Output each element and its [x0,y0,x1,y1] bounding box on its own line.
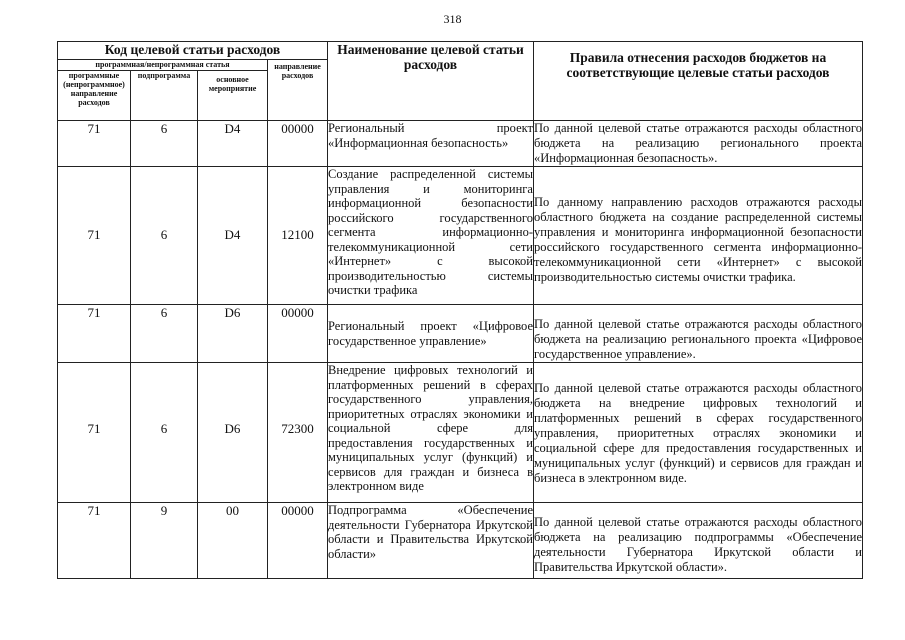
event-code-cell: D6 [198,305,268,363]
budget-classification-table [57,41,863,579]
table-row [58,167,863,305]
code-group-header: Код целевой статьи расходов [58,42,328,60]
event-code-cell: D4 [198,167,268,305]
event-code-cell: D4 [198,121,268,167]
article-name-cell: Подпрограмма «Обеспечение деятельности Губернатора Иркутской области и Правительства Иркутской области» [328,503,534,579]
article-rule-cell: По данному направлению расходов отражаются расходы областного бюджета на создание распределенной системы управления и мониторинга информационной безопасности российского государственного сегмента информационно-телекоммуникационной сети «Интернет» с высокой производительностью системы очистки трафика. [534,167,863,305]
program-code-cell: 71 [58,503,131,579]
table-row [58,503,863,579]
subprogram-code-cell: 6 [131,363,198,503]
article-rule-cell: По данной целевой статье отражаются расходы областного бюджета на реализацию подпрограммы «Обеспечение деятельности Губернатора Иркутской области и Правительства Иркутской области». [534,503,863,579]
direction-code-cell: 00000 [268,503,328,579]
main-event-column-header: основное мероприятие [198,71,268,121]
article-name-cell: Региональный проект «Цифровое государственное управление» [328,305,534,363]
direction-code-cell: 72300 [268,363,328,503]
direction-code-cell: 12100 [268,167,328,305]
event-code-cell: D6 [198,363,268,503]
program-code-cell: 71 [58,121,131,167]
subprogram-code-cell: 6 [131,305,198,363]
direction-column-header: направление расходов [268,60,328,121]
program-code-cell: 71 [58,363,131,503]
direction-code-cell: 00000 [268,121,328,167]
article-name-cell: Внедрение цифровых технологий и платформенных решений в сферах государственного управления, приоритетных отраслях экономики и социальной сфере для предоставления государственных и муниципальных услуг (функций) и сервисов для граждан и бизнеса в электронном виде [328,363,534,503]
event-code-cell: 00 [198,503,268,579]
page-number: 318 [443,12,462,26]
subprogram-code-cell: 9 [131,503,198,579]
subprogram-column-header: подпрограмма [131,71,198,121]
program-group-header: программная/непрограммная статья [58,60,268,71]
article-name-cell: Создание распределенной системы управления и мониторинга информационной безопасности российского государственного сегмента информационно-телекоммуникационной сети «Интернет» с высокой производительностью системы очистки трафика [328,167,534,305]
program-code-cell: 71 [58,167,131,305]
program-code-cell: 71 [58,305,131,363]
subprogram-code-cell: 6 [131,121,198,167]
subprogram-code-cell: 6 [131,167,198,305]
article-rule-cell: По данной целевой статье отражаются расходы областного бюджета на внедрение цифровых технологий и платформенных решений в сферах государственного управления, приоритетных отраслях экономики и социальной сфере для предоставления государственных и муниципальных услуг (функций) и сервисов для граждан и бизнеса в электронном виде. [534,363,863,503]
table-row [58,363,863,503]
table-row [58,121,863,167]
article-rule-cell: По данной целевой статье отражаются расходы областного бюджета на реализацию регионального проекта «Информационная безопасность». [534,121,862,165]
table-row [58,305,863,363]
rules-column-header: Правила отнесения расходов бюджетов на соответствующие целевые статьи расходов [534,42,863,121]
article-rule-cell: По данной целевой статье отражаются расходы областного бюджета на реализацию регионального проекта «Цифровое государственное управление». [534,305,863,363]
name-column-header: Наименование целевой статьи расходов [328,42,534,121]
direction-code-cell: 00000 [268,305,328,363]
article-name-cell: Региональный проект «Информационная безопасность» [328,121,534,167]
program-column-header: программные (непрограммное) направление расходов [58,71,131,121]
